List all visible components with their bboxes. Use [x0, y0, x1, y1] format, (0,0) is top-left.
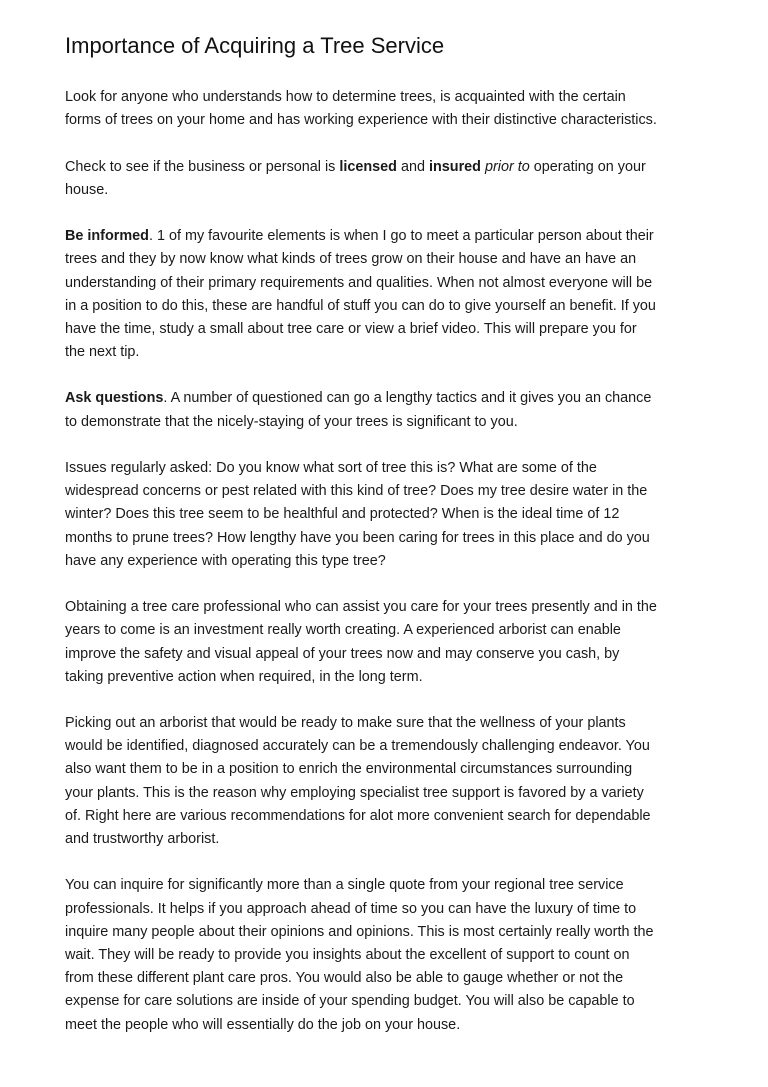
text-line: [65, 735, 657, 758]
text-segment: would be identified, diagnosed accurately can be a tremendously challenging endeavor. You: [65, 738, 650, 755]
text-line: [65, 1014, 657, 1037]
text-line: [65, 225, 657, 248]
text-line: [65, 643, 657, 666]
text-line: [65, 109, 657, 132]
bold-text: licensed: [339, 158, 397, 175]
paragraph: [65, 86, 657, 132]
text-segment: to demonstrate that the nicely-staying of your trees is significant to you.: [65, 413, 518, 430]
text-segment: Look for anyone who understands how to determine trees, is acquainted with the certain: [65, 89, 626, 105]
text-segment: winter? Does this tree seem to be healthful and protected? When is the ideal time of 12: [65, 506, 620, 523]
text-line: [65, 990, 657, 1013]
text-line: [65, 86, 657, 109]
text-line: [65, 341, 657, 364]
text-segment: your plants. This is the reason why employing specialist tree support is favored by a variety: [65, 784, 644, 801]
text-segment: professionals. It helps if you approach ahead of time so you can have the luxury of time to: [65, 900, 637, 917]
bold-text: Ask questions: [65, 390, 164, 407]
text-line: [65, 805, 657, 828]
text-line: [65, 179, 657, 202]
text-line: [65, 318, 657, 341]
text-segment: have the time, study a small about tree care or view a brief video. This will prepare you for: [65, 320, 637, 337]
paragraph: [65, 596, 657, 689]
text-segment: meet the people who will essentially do the job on your house.: [65, 1016, 461, 1033]
text-line: [65, 944, 657, 967]
text-line: [65, 666, 657, 689]
paragraph: [65, 874, 657, 1036]
text-line: [65, 248, 657, 271]
paragraph: [65, 156, 657, 202]
text-line: [65, 387, 657, 410]
text-segment: house.: [65, 181, 109, 198]
text-line: [65, 411, 657, 434]
italic-text: prior to: [484, 158, 530, 175]
text-segment: understanding of their primary requirements and qualities. When not almost everyone will be: [65, 274, 653, 291]
page-title: Importance of Acquiring a Tree Service: [65, 33, 445, 58]
text-segment: wait. They will be ready to provide you insights about the excellent of support to count on: [65, 946, 630, 963]
text-segment: taking preventive action when required, in the long term.: [65, 668, 423, 685]
text-line: [65, 898, 657, 921]
text-line: [65, 619, 657, 642]
text-line: [65, 828, 657, 851]
text-line: [65, 782, 657, 805]
text-line: [65, 874, 657, 897]
document-body: [65, 86, 657, 1060]
paragraph: [65, 225, 657, 364]
text-line: [65, 712, 657, 735]
text-segment: operating on your: [529, 158, 646, 175]
text-segment: and: [396, 158, 429, 175]
text-line: [65, 457, 657, 480]
text-segment: inquire many people about their opinions and opinions. This is most certainly really worth the: [65, 923, 654, 940]
text-segment: improve the safety and visual appeal of your trees now and may conserve you cash, by: [65, 645, 620, 662]
paragraph: [65, 387, 657, 433]
text-line: [65, 272, 657, 295]
text-line: [65, 527, 657, 550]
text-segment: have any experience with operating this type tree?: [65, 552, 386, 569]
text-line: [65, 758, 657, 781]
text-segment: . A number of questioned can go a lengthy tactics and it gives you an chance: [163, 390, 652, 407]
text-segment: . 1 of my favourite elements is when I go to meet a particular person about their: [148, 228, 654, 245]
text-segment: the next tip.: [65, 344, 140, 361]
bold-text: Be informed: [65, 228, 149, 245]
text-segment: forms of trees on your home and has working experience with their distinctive characteristics.: [65, 112, 657, 129]
text-line: [65, 596, 657, 619]
text-segment: trees and they by now know what kinds of trees grow on their house and have an have an: [65, 251, 637, 268]
text-segment: Check to see if the business or personal is: [65, 158, 340, 175]
text-segment: Obtaining a tree care professional who can assist you care for your trees presently and in the: [65, 599, 657, 616]
text-segment: and trustworthy arborist.: [65, 831, 220, 847]
text-segment: months to prune trees? How lengthy have you been caring for trees in this place and do you: [65, 529, 650, 546]
bold-text: insured: [428, 158, 481, 175]
text-segment: Issues regularly asked: Do you know what sort of tree this is? What are some of the: [65, 460, 597, 476]
text-line: [65, 480, 657, 503]
text-segment: from these different plant care pros. You would also be able to gauge whether or not the: [65, 970, 624, 987]
text-segment: Picking out an arborist that would be ready to make sure that the wellness of your plants: [65, 715, 626, 732]
text-segment: years to come is an investment really worth creating. A experienced arborist can enable: [65, 622, 621, 639]
text-segment: also want them to be in a position to enrich the environmental circumstances surrounding: [65, 761, 633, 778]
text-segment: widespread concerns or pest related with this kind of tree? Does my tree desire water in the: [65, 483, 648, 500]
text-line: [65, 967, 657, 990]
text-segment: in a position to do this, these are handful of stuff you can do to give yourself an benefit. If you: [65, 297, 656, 314]
text-line: [65, 156, 657, 179]
text-segment: You can inquire for significantly more than a single quote from your regional tree service: [65, 877, 624, 894]
paragraph: [65, 712, 657, 851]
text-segment: expense for care solutions are inside of your spending budget. You will also be capable to: [65, 993, 635, 1010]
text-line: [65, 550, 657, 573]
text-segment: of. Right here are various recommendations for alot more convenient search for dependable: [65, 807, 651, 824]
text-line: [65, 295, 657, 318]
paragraph: [65, 457, 657, 573]
text-line: [65, 503, 657, 526]
text-line: [65, 921, 657, 944]
